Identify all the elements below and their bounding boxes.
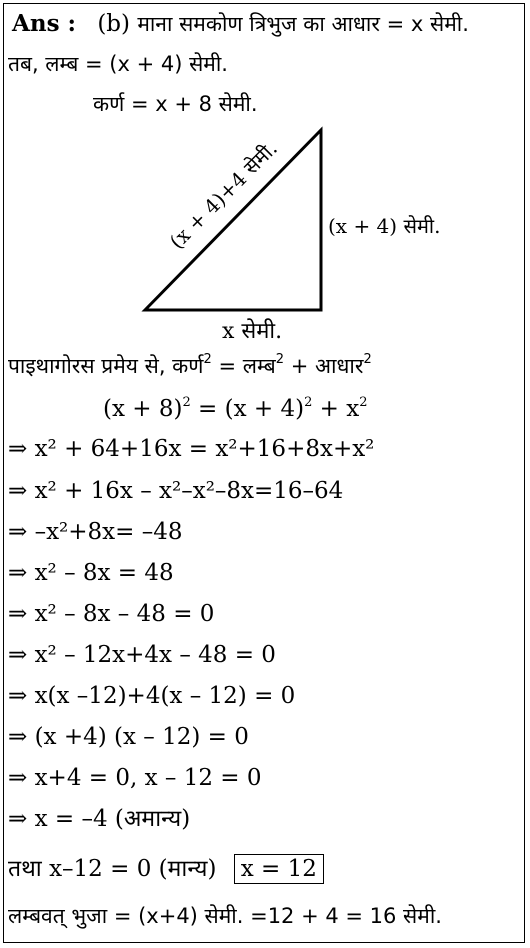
step-1: ⇒ x² + 64+16x = x²+16+8x+x² xyxy=(8,436,375,462)
answer-line xyxy=(12,10,469,38)
hypotenuse-label: (x + 4)+4 सेमी. xyxy=(164,136,282,254)
eq-sup-c: 2 xyxy=(359,395,368,410)
step-8: ⇒ (x +4) (x – 12) = 0 xyxy=(8,724,249,750)
step-6: ⇒ x² – 12x+4x – 48 = 0 xyxy=(8,642,276,668)
step-5: ⇒ x² – 8x – 48 = 0 xyxy=(8,601,215,627)
step-10: ⇒ x = –4 (अमान्य) xyxy=(8,806,191,832)
last-line: लम्बवत् भुजा = (x+4) सेमी. =12 + 4 = 16 सेमी. xyxy=(8,904,442,928)
eq-b: = (x + 4) xyxy=(198,396,305,422)
base-label: x सेमी. xyxy=(222,319,283,344)
triangle-shape xyxy=(145,130,321,310)
pythagoras-eq: = लम्ब xyxy=(218,354,276,378)
final-line xyxy=(8,854,324,884)
eq-sup-b: 2 xyxy=(304,395,313,410)
eq-c: + x xyxy=(319,396,360,422)
sup-2a: 2 xyxy=(203,352,212,367)
step-2: ⇒ x² + 16x – x²–x²–8x=16–64 xyxy=(8,478,344,504)
option-label: (b) xyxy=(97,11,130,37)
pythagoras-plus: + आधार xyxy=(290,354,364,378)
step-3: ⇒ –x²+8x= –48 xyxy=(8,519,183,545)
sup-2c: 2 xyxy=(363,352,372,367)
sup-2b: 2 xyxy=(275,352,285,367)
answer-text: माना समकोण त्रिभुज का आधार = x सेमी. xyxy=(137,12,469,36)
ans-label: Ans : xyxy=(12,10,77,37)
equation-line xyxy=(103,395,368,423)
hypotenuse-line: कर्ण = x + 8 सेमी. xyxy=(93,92,258,116)
eq-a: (x + 8) xyxy=(103,396,183,422)
side-label: (x + 4) सेमी. xyxy=(328,214,441,238)
final-boxed-answer: x = 12 xyxy=(234,854,324,884)
step-4: ⇒ x² – 8x = 48 xyxy=(8,560,174,586)
final-text: तथा x–12 = 0 (मान्य) xyxy=(8,856,217,882)
pythagoras-prefix: पाइथागोरस प्रमेय से, कर्ण xyxy=(8,354,204,378)
step-9: ⇒ x+4 = 0, x – 12 = 0 xyxy=(8,765,262,791)
pythagoras-line xyxy=(8,352,372,380)
perpendicular-line: तब, लम्ब = (x + 4) सेमी. xyxy=(8,52,228,76)
step-7: ⇒ x(x –12)+4(x – 12) = 0 xyxy=(8,683,296,709)
eq-sup-a: 2 xyxy=(182,395,191,410)
triangle-figure xyxy=(0,118,530,348)
